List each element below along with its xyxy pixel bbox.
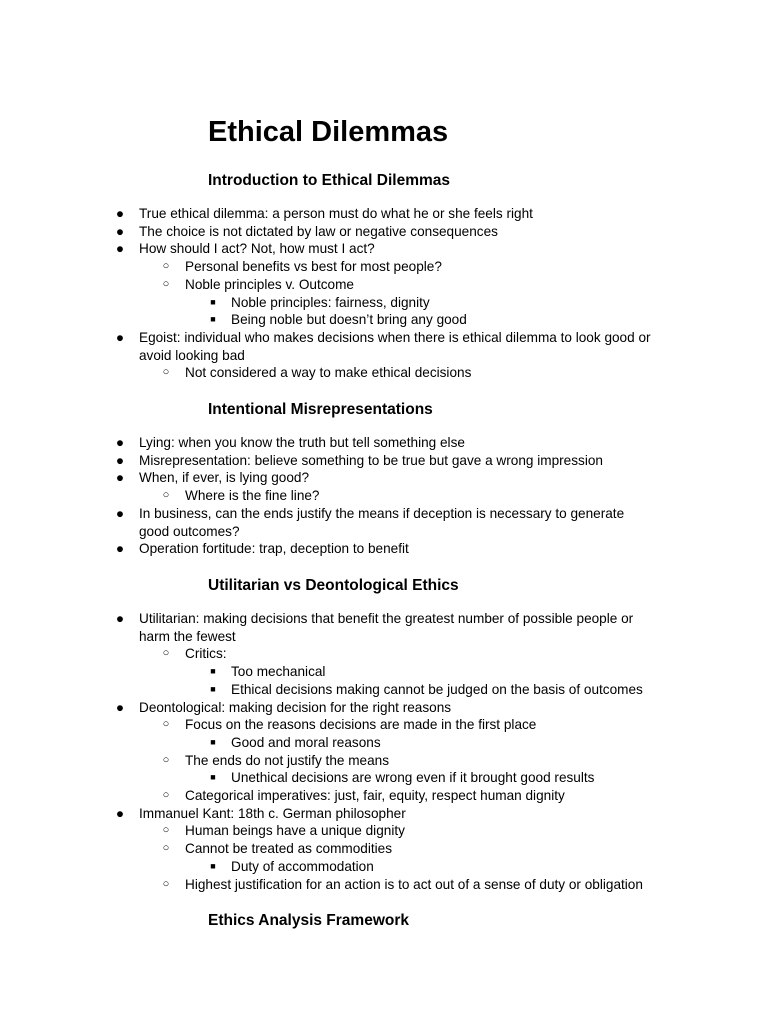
section-heading: Introduction to Ethical Dilemmas [208,172,450,189]
bullet-level-3-icon: ■ [210,296,216,307]
list-item-continuation: harm the fewest [139,628,236,644]
list-item: Personal benefits vs best for most people? [185,259,442,275]
bullet-level-3-icon: ■ [210,666,216,677]
list-item: Critics: [185,646,227,662]
list-item: Noble principles v. Outcome [185,276,354,292]
list-item: Noble principles: fairness, dignity [231,294,430,310]
bullet-level-3-icon: ■ [210,772,216,783]
list-item: Human beings have a unique dignity [185,823,405,839]
list-item: When, if ever, is lying good? [139,470,310,486]
list-item: Unethical decisions are wrong even if it brought good results [231,770,595,786]
list-item: Categorical imperatives: just, fair, equity, respect human dignity [185,788,565,803]
list-item: Cannot be treated as commodities [185,841,393,857]
bullet-level-2-icon: ○ [162,366,170,379]
bullet-level-2-icon: ○ [162,824,170,837]
bullet-level-1-icon: ● [115,329,125,345]
section-heading: Utilitarian vs Deontological Ethics [208,577,459,594]
list-item: Immanuel Kant: 18th c. German philosopher [139,805,406,821]
bullet-level-2-icon: ○ [162,753,170,766]
list-item: Duty of accommodation [231,858,374,874]
list-item: Utilitarian: making decisions that benefit the greatest number of possible people or [139,611,634,626]
bullet-level-1-icon: ● [115,435,125,450]
bullet-level-1-icon: ● [115,611,125,626]
list-item: Being noble but doesn’t bring any good [231,312,467,328]
list-item: Highest justification for an action is to act out of a sense of duty or obligation [185,876,643,892]
bullet-level-1-icon: ● [115,541,125,557]
bullet-level-1-icon: ● [115,470,125,486]
list-item: Operation fortitude: trap, deception to benefit [139,541,409,557]
list-item-continuation: good outcomes? [139,523,240,539]
list-item: Deontological: making decision for the right reasons [139,699,452,715]
bullet-level-1-icon: ● [115,699,125,715]
bullet-level-3-icon: ■ [210,736,216,747]
section-heading: Ethics Analysis Framework [208,912,410,929]
list-item: Lying: when you know the truth but tell something else [139,435,465,450]
bullet-level-2-icon: ○ [162,277,170,290]
bullet-level-2-icon: ○ [162,647,170,660]
list-item-continuation: avoid looking bad [139,347,245,363]
list-item: Not considered a way to make ethical decisions [185,365,472,381]
bullet-level-1-icon: ● [115,505,125,521]
bullet-level-1-icon: ● [115,805,125,821]
list-item: True ethical dilemma: a person must do what he or she feels right [139,206,533,221]
bullet-level-2-icon: ○ [162,842,170,855]
list-item: Focus on the reasons decisions are made in the first place [185,717,537,733]
list-item: Where is the fine line? [185,488,320,504]
list-item: Too mechanical [231,664,326,680]
list-item: The choice is not dictated by law or negative consequences [139,223,498,239]
bullet-level-1-icon: ● [115,206,125,221]
list-item: Ethical decisions making cannot be judged on the basis of outcomes [231,681,643,697]
list-item: Misrepresentation: believe something to be true but gave a wrong impression [139,452,603,468]
list-item: Good and moral reasons [231,734,381,750]
bullet-level-2-icon: ○ [162,718,170,731]
bullet-level-2-icon: ○ [162,489,170,502]
bullet-level-2-icon: ○ [162,260,170,273]
bullet-level-3-icon: ■ [210,860,216,871]
bullet-level-2-icon: ○ [162,789,170,801]
bullet-level-2-icon: ○ [162,877,170,890]
list-item: In business, can the ends justify the means if deception is necessary to generate [139,505,625,521]
bullet-level-1-icon: ● [115,241,125,257]
list-item: How should I act? Not, how must I act? [139,241,375,257]
bullet-level-1-icon: ● [115,452,125,468]
list-item: The ends do not justify the means [185,752,390,768]
document-title: Ethical Dilemmas [208,116,449,148]
bullet-level-3-icon: ■ [210,683,216,694]
list-item: Egoist: individual who makes decisions when there is ethical dilemma to look good or [139,329,651,345]
section-heading: Intentional Misrepresentations [208,401,433,418]
bullet-level-1-icon: ● [115,223,125,239]
bullet-level-3-icon: ■ [210,314,216,325]
